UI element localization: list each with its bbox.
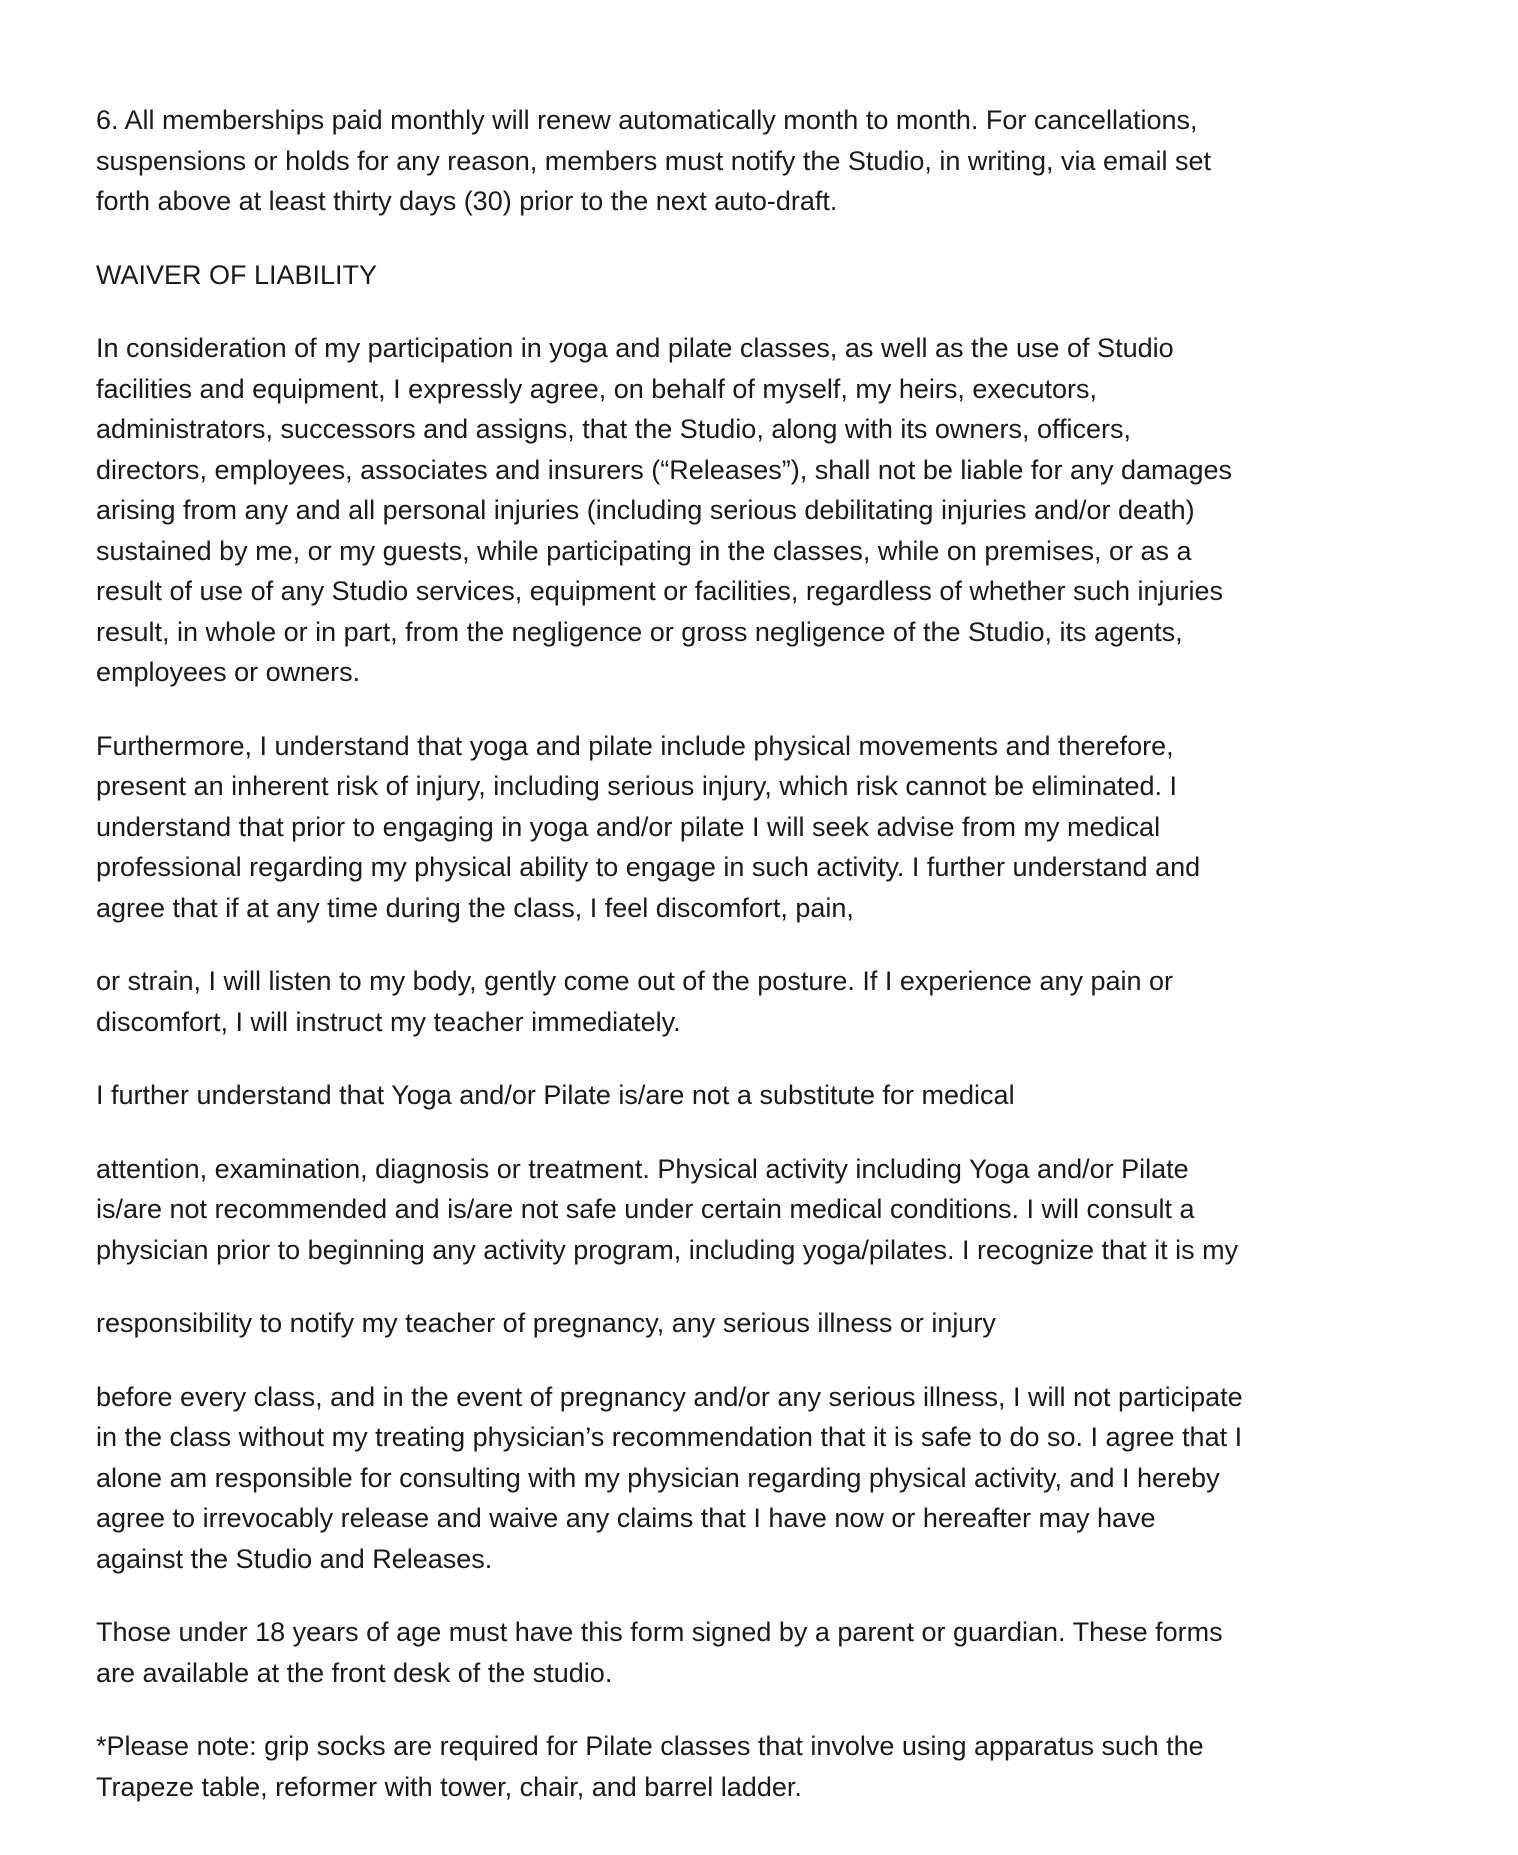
text-line: Those under 18 years of age must have this form signed by a parent or guardian. These forms [96, 1617, 1223, 1647]
text-line: administrators, successors and assigns, that the Studio, along with its owners, officers, [96, 414, 1131, 444]
text-line: agree to irrevocably release and waive any claims that I have now or hereafter may have [96, 1503, 1156, 1533]
text-line: forth above at least thirty days (30) prior to the next auto-draft. [96, 186, 838, 216]
text-line: result, in whole or in part, from the negligence or gross negligence of the Studio, its agents, [96, 616, 1183, 647]
text-line: discomfort, I will instruct my teacher immediately. [96, 1006, 681, 1037]
text-line: employees or owners. [96, 657, 361, 687]
paragraph-before-every-class [96, 1377, 1436, 1580]
text-line: are available at the front desk of the studio. [96, 1657, 613, 1688]
paragraph-substitute [96, 1075, 1436, 1116]
paragraph-memberships [96, 100, 1436, 222]
text-line: agree that if at any time during the class, I feel discomfort, pain, [96, 892, 854, 923]
paragraph-consideration [96, 328, 1436, 693]
text-line: before every class, and in the event of pregnancy and/or any serious illness, I will not participate [96, 1381, 1243, 1412]
text-line: sustained by me, or my guests, while participating in the classes, while on premises, or as a [96, 535, 1192, 566]
heading-text: WAIVER OF LIABILITY [96, 259, 378, 290]
text-line: against the Studio and Releases. [96, 1543, 493, 1574]
paragraph-grip-socks-note [96, 1726, 1436, 1807]
text-line: *Please note: grip socks are required for Pilate classes that involve using apparatus such the [96, 1731, 1204, 1761]
text-line: or strain, I will listen to my body, gently come out of the posture. If I experience any pain or [96, 966, 1174, 996]
text-line: in the class without my treating physician’s recommendation that it is safe to do so. I agree that I [96, 1422, 1243, 1452]
paragraph-attention [96, 1149, 1436, 1271]
text-line: is/are not recommended and is/are not safe under certain medical conditions. I will consult a [96, 1194, 1195, 1224]
text-line: Trapeze table, reformer with tower, chair, and barrel ladder. [96, 1771, 802, 1802]
text-line: facilities and equipment, I expressly agree, on behalf of myself, my heirs, executors, [96, 373, 1097, 404]
text-line: I further understand that Yoga and/or Pilate is/are not a substitute for medical [96, 1080, 1015, 1110]
text-line: physician prior to beginning any activity program, including yoga/pilates. I recognize that it is my [96, 1234, 1239, 1265]
text-line: alone am responsible for consulting with my physician regarding physical activity, and I hereby [96, 1462, 1220, 1493]
paragraph-responsibility [96, 1303, 1436, 1344]
text-line: result of use of any Studio services, equipment or facilities, regardless of whether such injuries [96, 576, 1224, 606]
text-line: present an inherent risk of injury, including serious injury, which risk cannot be eliminated. I [96, 771, 1178, 801]
text-line: directors, employees, associates and insurers (“Releases”), shall not be liable for any damages [96, 454, 1233, 485]
text-line: responsibility to notify my teacher of pregnancy, any serious illness or injury [96, 1308, 996, 1338]
text-line: In consideration of my participation in yoga and pilate classes, as well as the use of Studio [96, 333, 1174, 363]
document-body [96, 100, 1436, 1840]
text-line: Furthermore, I understand that yoga and pilate include physical movements and therefore, [96, 730, 1174, 761]
text-line: understand that prior to engaging in yoga and/or pilate I will seek advise from my medical [96, 811, 1161, 842]
text-line: 6. All memberships paid monthly will renew automatically month to month. For cancellations, [96, 105, 1198, 135]
paragraph-furthermore [96, 726, 1436, 929]
text-line: suspensions or holds for any reason, members must notify the Studio, in writing, via email set [96, 145, 1212, 176]
text-line: professional regarding my physical ability to engage in such activity. I further understand and [96, 852, 1201, 882]
paragraph-under-18 [96, 1612, 1436, 1693]
heading-waiver-of-liability [96, 255, 1436, 296]
paragraph-strain [96, 961, 1436, 1042]
text-line: arising from any and all personal injuries (including serious debilitating injuries and/or death) [96, 495, 1195, 525]
text-line: attention, examination, diagnosis or treatment. Physical activity including Yoga and/or Pilate [96, 1153, 1189, 1184]
